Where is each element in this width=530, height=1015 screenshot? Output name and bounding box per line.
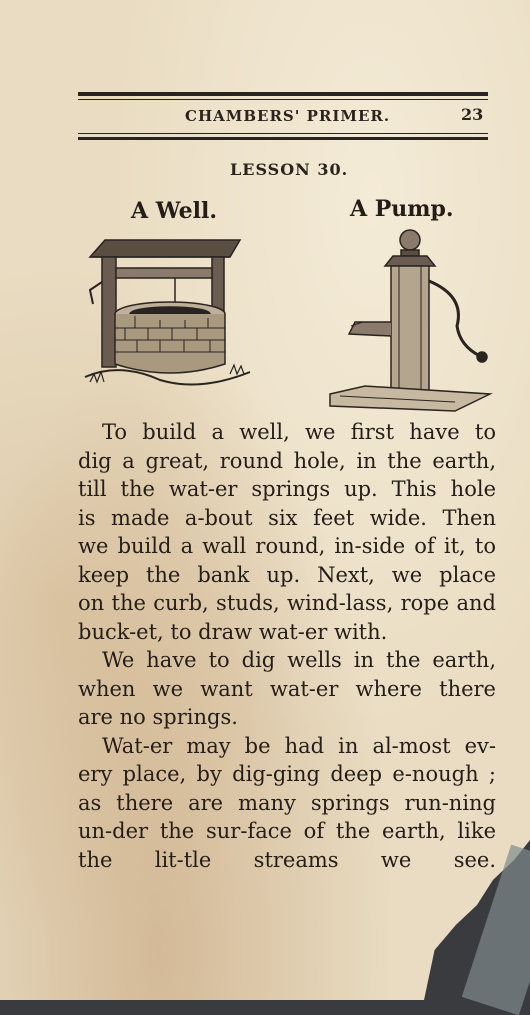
text-line: the lit-tle streams we see. [78, 847, 496, 872]
well-illustration [80, 232, 255, 397]
well-caption: A Well. [131, 198, 218, 224]
lesson-text [78, 418, 496, 874]
header-rule-bottom-thick [78, 137, 488, 140]
header-rule-top-thick [78, 92, 488, 96]
text-line: un-der the sur-face of the earth, like [78, 819, 496, 843]
text-line: To build a well, we first have to [102, 420, 496, 444]
lesson-heading: LESSON 30. [230, 160, 349, 179]
text-line: keep the bank up. Next, we place [78, 562, 496, 587]
text-line: dig a great, round hole, in the earth, [78, 448, 496, 473]
text-line: we build a wall round, in-side of it, to [78, 534, 496, 558]
pump-illustration [325, 226, 495, 416]
text-line: Wat-er may be had in al-most ev- [102, 733, 496, 758]
text-line: as there are many springs run-ning [78, 790, 496, 815]
text-line: till the wat-er springs up. This hole [78, 477, 496, 501]
text-line: is made a-bout six feet wide. Then [78, 505, 496, 530]
paragraph-2 [78, 646, 496, 732]
text-line: are no springs. [78, 705, 238, 729]
header-rule-bottom-thin [78, 133, 488, 134]
text-line: ery place, by dig-ging deep e-nough ; [78, 762, 496, 786]
text-line: We have to dig wells in the earth, [102, 648, 496, 672]
pump-caption: A Pump. [350, 196, 454, 222]
running-header: CHAMBERS' PRIMER. [185, 107, 391, 125]
paragraph-3 [78, 732, 496, 875]
paragraph-1 [78, 418, 496, 646]
header-rule-top-thin [78, 99, 488, 100]
text-line: buck-et, to draw wat-er with. [78, 619, 388, 644]
text-line: when we want wat-er where there [78, 676, 496, 701]
page-number: 23 [461, 105, 484, 124]
text-line: on the curb, studs, wind-lass, rope and [78, 591, 496, 615]
